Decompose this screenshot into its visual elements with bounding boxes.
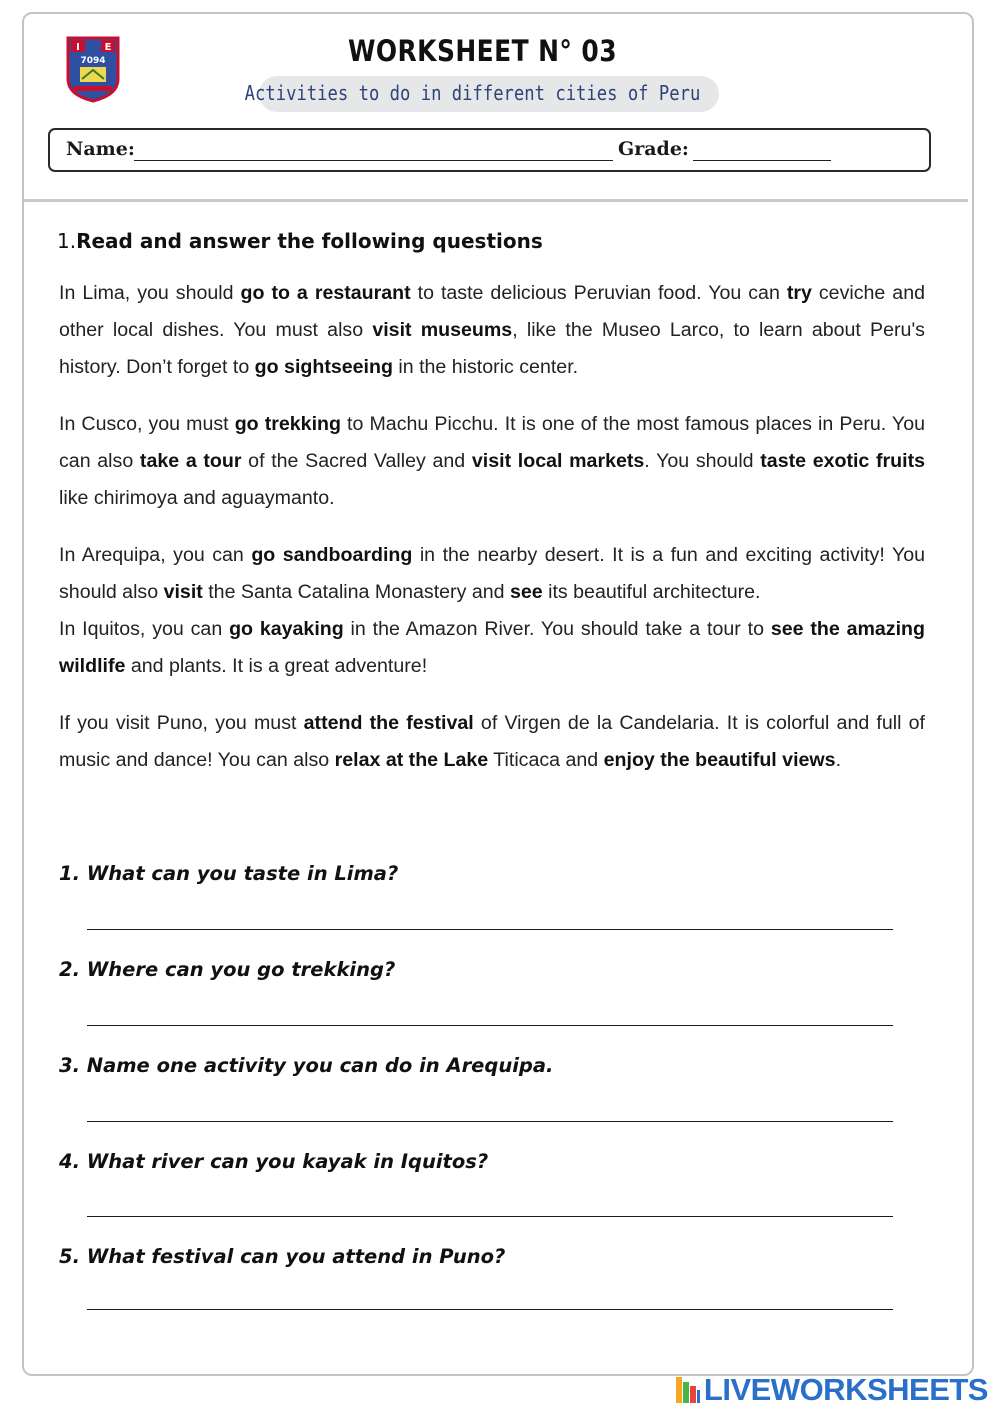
text-run: to taste delicious Peruvian food. You can — [410, 282, 787, 304]
bold-phrase: try — [786, 282, 812, 304]
reading-paragraph-puno — [59, 705, 925, 779]
bold-phrase: taste exotic fruits — [760, 450, 925, 472]
section-title: Read and answer the following questions — [76, 229, 543, 253]
text-run: like chirimoya and aguaymanto. — [59, 487, 335, 509]
svg-text:I: I — [76, 42, 80, 53]
reading-paragraph-arequipa — [59, 537, 925, 611]
text-run: In Cusco, you must — [59, 413, 235, 435]
text-run: and plants. It is a great adventure! — [125, 655, 428, 677]
text-run: In Lima, you should — [59, 282, 241, 304]
text-run: In Iquitos, you can — [59, 618, 230, 640]
name-label: Name: — [66, 138, 135, 160]
bold-phrase: attend the festival — [303, 712, 474, 734]
text-run: in the nearby desert. It is a fun and exciting activity! You should also — [59, 544, 926, 603]
text-run: its beautiful architecture. — [542, 581, 761, 603]
answer-line-2[interactable] — [87, 1025, 893, 1026]
answer-line-5[interactable] — [87, 1309, 893, 1310]
svg-text:E: E — [104, 42, 112, 53]
bold-phrase: go sightseeing — [254, 356, 393, 378]
text-run: . You should — [644, 450, 761, 472]
text-run: the Santa Catalina Monastery and — [202, 581, 510, 603]
answer-line-3[interactable] — [87, 1121, 893, 1122]
question-5: 5. What festival can you attend in Puno? — [59, 1245, 506, 1268]
grade-label: Grade: — [618, 138, 689, 160]
bold-phrase: enjoy the beautiful views — [603, 749, 836, 771]
bold-phrase: see the amazing wildlife — [59, 618, 925, 677]
answer-line-1[interactable] — [87, 929, 893, 930]
question-3: 3. Name one activity you can do in Arequipa. — [59, 1054, 554, 1077]
question-4: 4. What river can you kayak in Iquitos? — [59, 1150, 489, 1173]
liveworksheets-brand[interactable] — [676, 1373, 988, 1407]
reading-paragraph-lima — [59, 275, 925, 386]
header-divider — [24, 199, 968, 202]
worksheet-title: WORKSHEET N° 03 — [347, 34, 618, 68]
text-run: to Machu Picchu. It is one of the most famous places in Peru. You can also — [59, 413, 925, 472]
question-2: 2. Where can you go trekking? — [59, 958, 396, 981]
text-run: . — [835, 749, 842, 771]
logo-code: 7094 — [80, 56, 106, 66]
text-run: of Virgen de la Candelaria. It is colorful and full of music and dance! You can also — [59, 712, 926, 771]
text-run: Titicaca and — [488, 749, 604, 771]
question-1: 1. What can you taste in Lima? — [59, 862, 399, 885]
bold-phrase: go trekking — [234, 413, 341, 435]
worksheet-subtitle: Activities to do in different cities of Peru — [244, 81, 701, 105]
liveworksheets-logo-icon — [676, 1377, 700, 1403]
name-input-line[interactable] — [134, 160, 613, 161]
student-info-box — [48, 128, 931, 172]
text-run: If you visit Puno, you must — [59, 712, 304, 734]
bold-phrase: go sandboarding — [251, 544, 413, 566]
text-run: In Arequipa, you can — [59, 544, 252, 566]
bold-phrase: visit museums — [372, 319, 513, 341]
text-run: ceviche and other local dishes. You must also — [59, 282, 925, 341]
bold-phrase: see — [509, 581, 543, 603]
reading-paragraph-cusco — [59, 406, 925, 517]
reading-paragraph-iquitos — [59, 611, 925, 685]
brand-name: LIVEWORKSHEETS — [703, 1372, 988, 1407]
text-run: of the Sacred Valley and — [241, 450, 472, 472]
bold-phrase: take a tour — [139, 450, 242, 472]
section-number: 1. — [57, 229, 77, 253]
text-run: in the Amazon River. You should take a tour to — [343, 618, 771, 640]
bold-phrase: visit local markets — [471, 450, 645, 472]
text-run: in the historic center. — [392, 356, 579, 378]
bold-phrase: relax at the Lake — [334, 749, 489, 771]
answer-line-4[interactable] — [87, 1216, 893, 1217]
bold-phrase: go kayaking — [229, 618, 344, 640]
bold-phrase: go to a restaurant — [240, 282, 411, 304]
bold-phrase: visit — [163, 581, 203, 603]
text-run: , like the Museo Larco, to learn about Peru's history. Don’t forget to — [59, 319, 925, 378]
grade-input-line[interactable] — [693, 160, 831, 161]
section-heading — [57, 229, 543, 253]
